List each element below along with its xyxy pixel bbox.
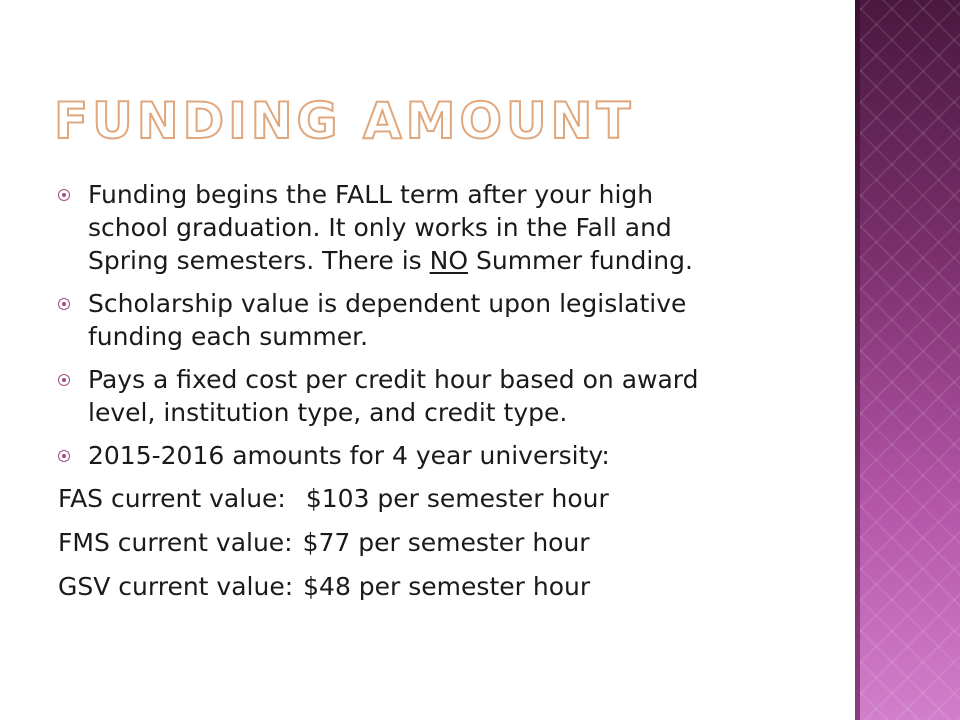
bullet-icon xyxy=(58,298,70,310)
bullet-text: 2015-2016 amounts for 4 year university: xyxy=(88,441,610,470)
value-label: FMS current value: xyxy=(58,528,293,557)
value-line-fms xyxy=(58,526,818,559)
bullet-icon xyxy=(58,374,70,386)
bullet-item-fixed-cost xyxy=(58,363,818,429)
bullet-icon xyxy=(58,450,70,462)
value-amount: $77 per semester hour xyxy=(302,528,590,557)
value-amount: $48 per semester hour xyxy=(303,572,591,601)
slide-title: FUNDING AMOUNT xyxy=(54,92,635,150)
bullet-icon xyxy=(58,189,70,201)
bullet-text: Pays a fixed cost per credit hour based on award level, institution type, and credit type. xyxy=(88,365,699,427)
bullet-text: Scholarship value is dependent upon legislative funding each summer. xyxy=(88,289,687,351)
decorative-side-panel xyxy=(855,0,960,720)
bullet-text: Funding begins the FALL term after your high school graduation. It only works in the Fall and Spring semesters. There is NO Summer funding. xyxy=(88,180,693,275)
value-label: GSV current value: xyxy=(58,572,294,601)
value-amount: $103 per semester hour xyxy=(305,484,609,513)
value-line-fas xyxy=(58,482,818,515)
bullet-item-amounts-heading xyxy=(58,439,818,472)
value-label: FAS current value: xyxy=(58,484,286,513)
bullet-item-scholarship-value xyxy=(58,287,818,353)
slide-content xyxy=(58,178,818,614)
bullet-item-funding-start xyxy=(58,178,818,277)
emphasis-no: NO xyxy=(429,246,469,275)
value-line-gsv xyxy=(58,570,818,603)
